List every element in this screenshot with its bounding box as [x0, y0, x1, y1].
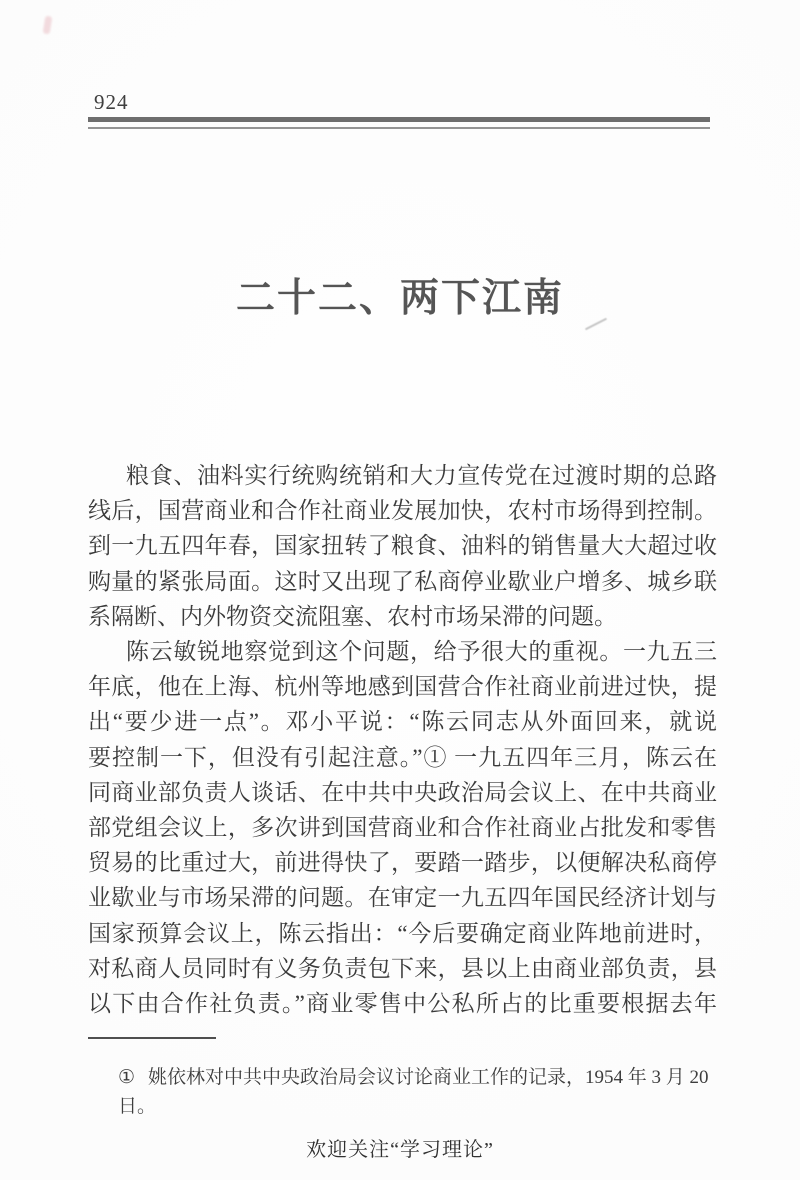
text-line: 系隔断、内外物资交流阻塞、农村市场呆滞的问题。: [88, 603, 617, 629]
footnote: [88, 1063, 720, 1121]
text-line: 部党组会议上，多次讲到国营商业和合作社商业占批发和零售: [88, 815, 717, 841]
text-line: 陈云敏锐地察觉到这个问题，给予很大的重视。一九五三: [126, 639, 717, 665]
header-rule-thick: [88, 117, 710, 122]
text-line: 以下由合作社负责。”商业零售中公私所占的比重要根据去年: [88, 991, 717, 1017]
header-rule-thin: [88, 127, 710, 129]
text-line: 业歇业与市场呆滞的问题。在审定一九五四年国民经济计划与: [88, 885, 717, 911]
body-text: [88, 458, 717, 1021]
page-number: 924: [94, 90, 129, 114]
text-line: 购量的紧张局面。这时又出现了私商停业歇业户增多、城乡联: [88, 568, 717, 594]
text-line: 贸易的比重过大，前进得快了，要踏一踏步，以便解决私商停: [88, 850, 717, 876]
text-line: 同商业部负责人谈话、在中共中央政治局会议上、在中共商业: [88, 779, 717, 805]
text-line: 要控制一下，但没有引起注意。”① 一九五四年三月，陈云在: [88, 744, 717, 770]
footnote-separator-rule: [88, 1037, 216, 1039]
text-line: 粮食、油料实行统购统销和大力宣传党在过渡时期的总路: [126, 463, 717, 488]
footnote-text: 姚依林对中共中央政治局会议讨论商业工作的记录，1954 年 3 月 20 日。: [118, 1067, 709, 1117]
scan-smudge-mark: [43, 16, 53, 35]
text-line: 对私商人员同时有义务负责包下来，县以上由商业部负责，县: [88, 955, 717, 981]
page-footer-watermark: 欢迎关注“学习理论”: [306, 1139, 494, 1161]
footnote-marker: ①: [118, 1067, 136, 1088]
text-line: 线后，国营商业和合作社商业发展加快，农村市场得到控制。: [88, 498, 717, 524]
text-line: 到一九五四年春，国家扭转了粮食、油料的销售量大大超过收: [88, 533, 717, 559]
text-line: 出“要少进一点”。邓小平说：“陈云同志从外面回来，就说: [88, 709, 717, 735]
text-line: 年底，他在上海、杭州等地感到国营合作社商业前进过快，提: [88, 674, 717, 700]
text-line: 国家预算会议上，陈云指出：“今后要确定商业阵地前进时，: [88, 920, 717, 946]
chapter-title: 二十二、两下江南: [235, 277, 564, 320]
